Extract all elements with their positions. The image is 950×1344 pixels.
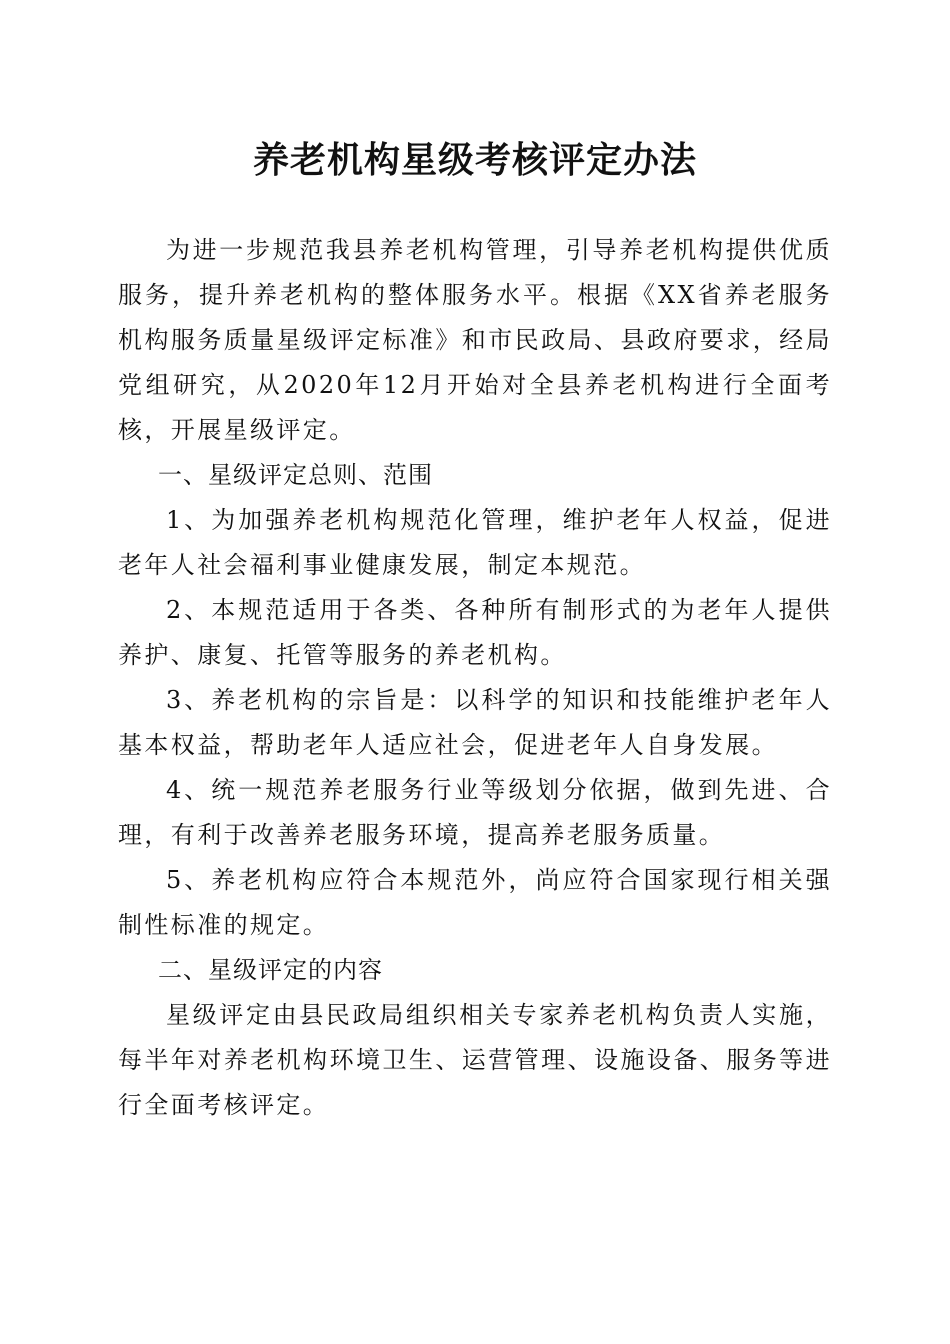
section-1-item-2: 2、本规范适用于各类、各种所有制形式的为老年人提供养护、康复、托管等服务的养老机构。 <box>118 596 832 669</box>
section-2-heading: 二、星级评定的内容 <box>158 956 383 984</box>
intro-paragraph: 为进一步规范我县养老机构管理，引导养老机构提供优质服务，提升养老机构的整体服务水平。根据《XX省养老服务机构服务质量星级评定标准》和市民政局、县政府要求，经局党组研究，从2020年12月开始对全县养老机构进行全面考核，开展星级评定。 <box>118 236 832 444</box>
document-title: 养老机构星级考核评定办法 <box>252 139 697 181</box>
section-1-item-3: 3、养老机构的宗旨是：以科学的知识和技能维护老年人基本权益，帮助老年人适应社会，促进老年人自身发展。 <box>118 686 832 759</box>
section-1-item-5: 5、养老机构应符合本规范外，尚应符合国家现行相关强制性标准的规定。 <box>118 866 832 939</box>
section-1-item-1: 1、为加强养老机构规范化管理，维护老年人权益，促进老年人社会福利事业健康发展，制定本规范。 <box>118 506 832 579</box>
section-2-paragraph: 星级评定由县民政局组织相关专家养老机构负责人实施，每半年对养老机构环境卫生、运营管理、设施设备、服务等进行全面考核评定。 <box>118 1001 832 1119</box>
section-1-item-4: 4、统一规范养老服务行业等级划分依据，做到先进、合理，有利于改善养老服务环境，提高养老服务质量。 <box>118 776 832 849</box>
document-body <box>118 228 832 1128</box>
section-1-heading: 一、星级评定总则、范围 <box>158 461 433 489</box>
